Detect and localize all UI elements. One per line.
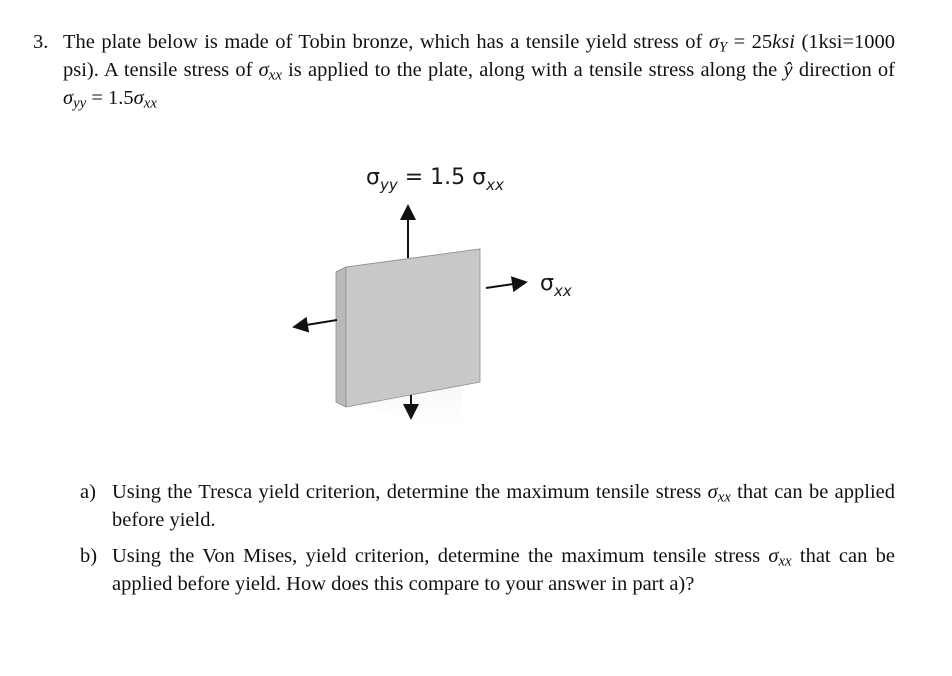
part-a-text-before: Using the Tresca yield criterion, determine the maximum tensile stress [112, 481, 708, 503]
problem-line-2: (1ksi=1000 psi). A tensile stress of [63, 31, 895, 81]
y-hat-symbol: ŷ [783, 59, 793, 81]
sigma-xx-symbol-2: σ [133, 87, 144, 109]
problem-statement [33, 28, 895, 112]
sigma-xx-subscript: xx [268, 67, 282, 84]
problem-parts [80, 478, 895, 606]
sigma-yy-subscript: yy [73, 95, 87, 112]
part-b-text-after: that can be applied before yield. How does this compare to your answer in part a)? [112, 545, 896, 595]
problem-line-2-suffix: is applied to the plate, along with a tensile stress along the [281, 59, 784, 81]
sigma-yy-equals: = 1.5 [86, 87, 134, 109]
part-b-subscript: xx [778, 553, 792, 570]
yield-stress-value: = 25 [727, 31, 773, 53]
part-b-symbol: σ [768, 545, 779, 567]
problem-line-3: direction of [792, 59, 895, 81]
part-b-text [112, 542, 895, 598]
arrow-right-icon [486, 283, 520, 288]
sigma-yy-label: $\sigma_{yy} = 1.5$ $\sigma_{xx}$ [366, 165, 504, 194]
sigma-xx-subscript-2: xx [143, 95, 157, 112]
yield-stress-unit: ksi [772, 31, 795, 53]
part-a-text-after: that can be applied before yield. [112, 481, 895, 531]
part-a-symbol: σ [707, 481, 718, 503]
part-a [80, 478, 895, 534]
plate-diagram [280, 150, 610, 450]
plate-figure [280, 150, 610, 450]
sigma-xx-symbol: σ [258, 59, 269, 81]
part-a-text [112, 478, 895, 534]
problem-line-1: The plate below is made of Tobin bronze, which has a tensile yield stress of [63, 31, 709, 53]
problem-number: 3. [33, 31, 49, 53]
problem-text [63, 28, 895, 112]
plate-side-face [336, 267, 346, 407]
sigma-yy-symbol: σ [63, 87, 74, 109]
yield-stress-subscript: Y [718, 39, 728, 56]
plate-front-face [346, 249, 480, 407]
part-b-text-before: Using the Von Mises, yield criterion, determine the maximum tensile stress [112, 545, 769, 567]
part-a-subscript: xx [717, 489, 731, 506]
part-b-label: b) [80, 545, 98, 567]
part-b [80, 542, 895, 598]
yield-stress-symbol: σ [708, 31, 719, 53]
sigma-xx-label: $\sigma_{xx}$ [540, 271, 572, 300]
part-a-label: a) [80, 481, 96, 503]
arrow-left-icon [300, 320, 337, 326]
